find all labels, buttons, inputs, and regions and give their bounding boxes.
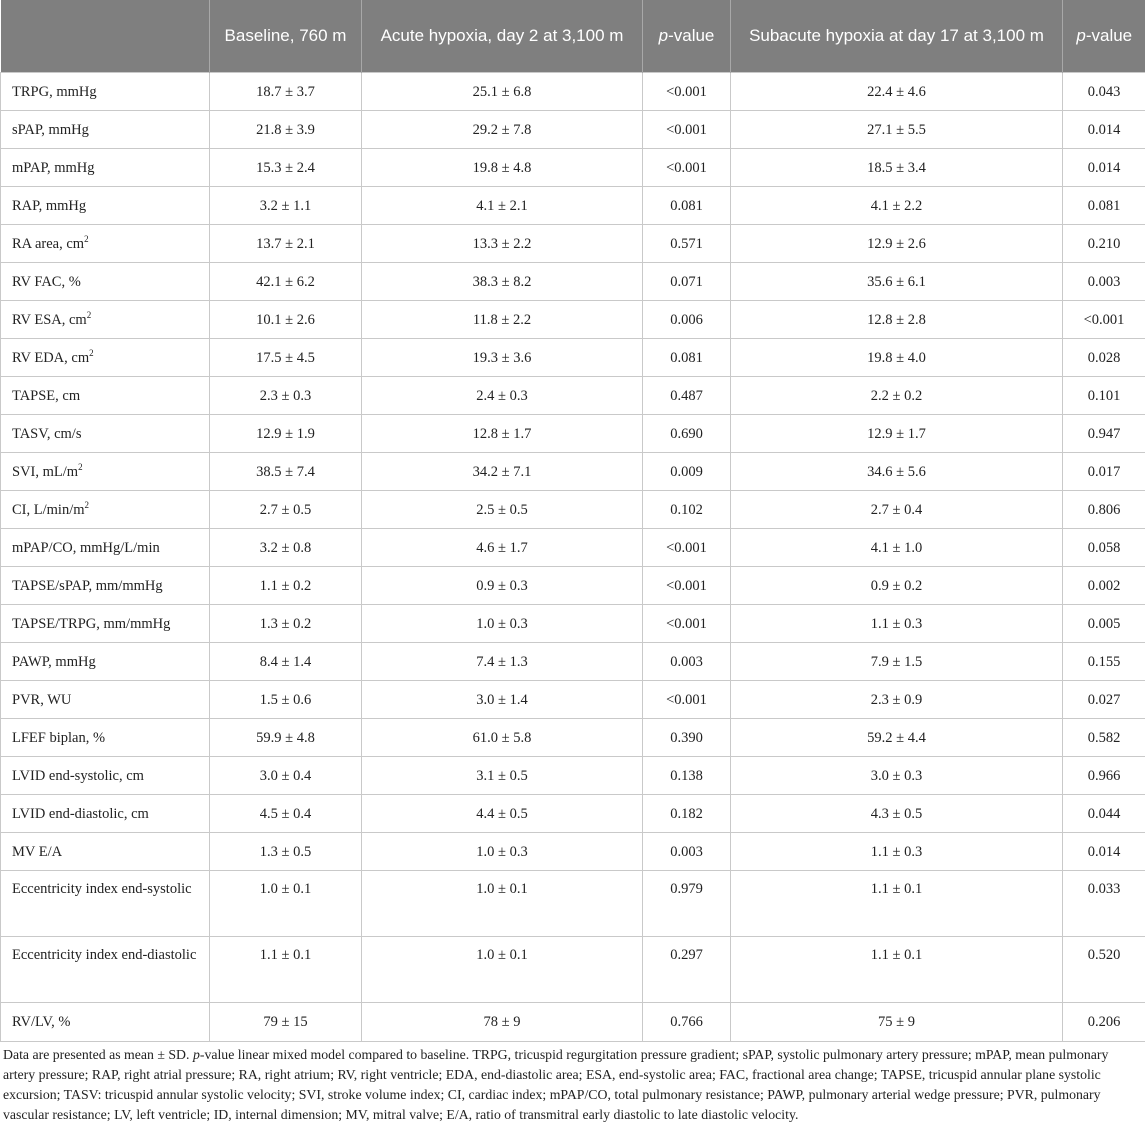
row-label-cell: RV/LV, % — [1, 1003, 210, 1042]
pvalue-subacute-cell: 0.081 — [1063, 187, 1145, 225]
acute-cell: 19.3 ± 3.6 — [362, 339, 643, 377]
table-row — [1, 567, 1145, 605]
acute-cell: 1.0 ± 0.3 — [362, 605, 643, 643]
row-label-cell: CI, $L/\min/m^2$ — [1, 491, 210, 529]
table-row — [1, 149, 1145, 187]
header-cell-label — [1, 0, 210, 73]
table-row — [1, 937, 1145, 1003]
baseline-cell: 38.5 ± 7.4 — [210, 453, 362, 491]
subacute-cell: 34.6 ± 5.6 — [731, 453, 1063, 491]
subacute-cell: 2.3 ± 0.9 — [731, 681, 1063, 719]
subacute-cell: 0.9 ± 0.2 — [731, 567, 1063, 605]
acute-cell: 2.4 ± 0.3 — [362, 377, 643, 415]
header-cell-pvalue-subacute: p-value — [1063, 0, 1145, 73]
baseline-cell: 1.0 ± 0.1 — [210, 871, 362, 937]
acute-cell: 11.8 ± 2.2 — [362, 301, 643, 339]
baseline-cell: 59.9 ± 4.8 — [210, 719, 362, 757]
acute-cell: 4.1 ± 2.1 — [362, 187, 643, 225]
subacute-cell: 27.1 ± 5.5 — [731, 111, 1063, 149]
pvalue-acute-cell: 0.390 — [643, 719, 731, 757]
pvalue-acute-cell: <0.001 — [643, 529, 731, 567]
subacute-cell: 18.5 ± 3.4 — [731, 149, 1063, 187]
subacute-cell: 59.2 ± 4.4 — [731, 719, 1063, 757]
pvalue-acute-cell: 0.006 — [643, 301, 731, 339]
row-label-cell: mPAP/CO, mmHg/L/min — [1, 529, 210, 567]
row-label-cell: RV ESA, $cm^2$ — [1, 301, 210, 339]
pvalue-acute-cell: 0.102 — [643, 491, 731, 529]
acute-cell: 1.0 ± 0.1 — [362, 937, 643, 1003]
pvalue-subacute-cell: 0.966 — [1063, 757, 1145, 795]
subacute-cell: 1.1 ± 0.3 — [731, 833, 1063, 871]
pvalue-subacute-cell: 0.155 — [1063, 643, 1145, 681]
subacute-cell: 12.8 ± 2.8 — [731, 301, 1063, 339]
acute-cell: 12.8 ± 1.7 — [362, 415, 643, 453]
pvalue-subacute-cell: 0.014 — [1063, 111, 1145, 149]
table-body — [1, 73, 1145, 1042]
pvalue-subacute-cell: 0.014 — [1063, 833, 1145, 871]
row-label-cell: LFEF biplan, % — [1, 719, 210, 757]
subacute-cell: 2.2 ± 0.2 — [731, 377, 1063, 415]
baseline-cell: 1.1 ± 0.1 — [210, 937, 362, 1003]
pvalue-acute-cell: 0.003 — [643, 833, 731, 871]
pvalue-subacute-cell: 0.520 — [1063, 937, 1145, 1003]
pvalue-subacute-cell: 0.947 — [1063, 415, 1145, 453]
baseline-cell: 10.1 ± 2.6 — [210, 301, 362, 339]
header-cell-pvalue-acute: p-value — [643, 0, 731, 73]
header-row — [1, 0, 1145, 73]
table-row — [1, 605, 1145, 643]
header-cell-acute: Acute hypoxia, day 2 at 3,100 m — [362, 0, 643, 73]
acute-cell: 38.3 ± 8.2 — [362, 263, 643, 301]
acute-cell: 0.9 ± 0.3 — [362, 567, 643, 605]
baseline-cell: 17.5 ± 4.5 — [210, 339, 362, 377]
row-label-cell: RA area, $cm^2$ — [1, 225, 210, 263]
baseline-cell: 79 ± 15 — [210, 1003, 362, 1042]
acute-cell: 4.4 ± 0.5 — [362, 795, 643, 833]
pvalue-subacute-cell: 0.014 — [1063, 149, 1145, 187]
table-row — [1, 339, 1145, 377]
row-label-cell: RV EDA, $cm^2$ — [1, 339, 210, 377]
row-label-cell: LVID end-diastolic, cm — [1, 795, 210, 833]
pvalue-subacute-cell: 0.043 — [1063, 73, 1145, 111]
baseline-cell: 1.1 ± 0.2 — [210, 567, 362, 605]
pvalue-acute-cell: 0.182 — [643, 795, 731, 833]
baseline-cell: 18.7 ± 3.7 — [210, 73, 362, 111]
pvalue-acute-cell: 0.571 — [643, 225, 731, 263]
acute-cell: 3.1 ± 0.5 — [362, 757, 643, 795]
row-label-cell: PVR, WU — [1, 681, 210, 719]
row-label-cell: TAPSE, cm — [1, 377, 210, 415]
pvalue-subacute-cell: 0.806 — [1063, 491, 1145, 529]
pvalue-subacute-cell: 0.058 — [1063, 529, 1145, 567]
subacute-cell: 35.6 ± 6.1 — [731, 263, 1063, 301]
subacute-cell: 12.9 ± 1.7 — [731, 415, 1063, 453]
pvalue-subacute-cell: 0.028 — [1063, 339, 1145, 377]
header-cell-subacute: Subacute hypoxia at day 17 at 3,100 m — [731, 0, 1063, 73]
row-label-cell: Eccentricity index end-diastolic — [1, 937, 210, 1003]
pvalue-acute-cell: 0.766 — [643, 1003, 731, 1042]
pvalue-acute-cell: <0.001 — [643, 149, 731, 187]
table-row — [1, 643, 1145, 681]
pvalue-subacute-cell: 0.003 — [1063, 263, 1145, 301]
baseline-cell: 2.3 ± 0.3 — [210, 377, 362, 415]
table-row — [1, 187, 1145, 225]
pvalue-acute-cell: 0.081 — [643, 187, 731, 225]
subacute-cell: 19.8 ± 4.0 — [731, 339, 1063, 377]
pvalue-subacute-cell: 0.002 — [1063, 567, 1145, 605]
pvalue-acute-cell: <0.001 — [643, 681, 731, 719]
row-label-cell: SVI, $mL/m^2$ — [1, 453, 210, 491]
pvalue-subacute-cell: 0.017 — [1063, 453, 1145, 491]
pvalue-subacute-cell: 0.206 — [1063, 1003, 1145, 1042]
table-row — [1, 301, 1145, 339]
pvalue-acute-cell: 0.979 — [643, 871, 731, 937]
table-row — [1, 681, 1145, 719]
row-label-cell: TAPSE/sPAP, mm/mmHg — [1, 567, 210, 605]
acute-cell: 1.0 ± 0.3 — [362, 833, 643, 871]
baseline-cell: 21.8 ± 3.9 — [210, 111, 362, 149]
baseline-cell: 8.4 ± 1.4 — [210, 643, 362, 681]
pvalue-subacute-cell: 0.005 — [1063, 605, 1145, 643]
table-row — [1, 225, 1145, 263]
acute-cell: 29.2 ± 7.8 — [362, 111, 643, 149]
acute-cell: 34.2 ± 7.1 — [362, 453, 643, 491]
row-label-cell: MV E/A — [1, 833, 210, 871]
subacute-cell: 7.9 ± 1.5 — [731, 643, 1063, 681]
pvalue-subacute-cell: <0.001 — [1063, 301, 1145, 339]
table-row — [1, 453, 1145, 491]
baseline-cell: 42.1 ± 6.2 — [210, 263, 362, 301]
pvalue-acute-cell: 0.297 — [643, 937, 731, 1003]
pvalue-acute-cell: 0.009 — [643, 453, 731, 491]
table-row — [1, 377, 1145, 415]
table-row — [1, 833, 1145, 871]
subacute-cell: 12.9 ± 2.6 — [731, 225, 1063, 263]
subacute-cell: 2.7 ± 0.4 — [731, 491, 1063, 529]
row-label-cell: sPAP, mmHg — [1, 111, 210, 149]
row-label-cell: TAPSE/TRPG, mm/mmHg — [1, 605, 210, 643]
table-row — [1, 415, 1145, 453]
table-footnote: Data are presented as mean ± SD. p-value linear mixed model compared to baseline. TRPG, tricuspid regurgitation pressure gradient; sPAP, systolic pulmonary artery pressure; mPAP, mean pulmonary artery pressure; RAP, right atrial pressure; RA, right atrium; RV, right ventricle; EDA, end-diastolic area; ESA, end-systolic area; FAC, fractional area change; TAPSE, tricuspid annular plane systolic excursion; TASV: tricuspid annular systolic velocity; SVI, stroke volume index; CI, cardiac index; mPAP/CO, total pulmonary resistance; PAWP, pulmonary arterial wedge pressure; PVR, pulmonary vascular resistance; LV, left ventricle; ID, internal dimension; MV, mitral valve; E/A, ratio of transmitral early diastolic to late diastolic velocity. — [0, 1042, 1145, 1125]
baseline-cell: 15.3 ± 2.4 — [210, 149, 362, 187]
subacute-cell: 4.1 ± 2.2 — [731, 187, 1063, 225]
subacute-cell: 4.1 ± 1.0 — [731, 529, 1063, 567]
acute-cell: 19.8 ± 4.8 — [362, 149, 643, 187]
pvalue-acute-cell: 0.003 — [643, 643, 731, 681]
row-label-cell: TRPG, mmHg — [1, 73, 210, 111]
table-row — [1, 491, 1145, 529]
acute-cell: 7.4 ± 1.3 — [362, 643, 643, 681]
table-row — [1, 795, 1145, 833]
pvalue-acute-cell: <0.001 — [643, 567, 731, 605]
baseline-cell: 1.5 ± 0.6 — [210, 681, 362, 719]
pvalue-subacute-cell: 0.210 — [1063, 225, 1145, 263]
subacute-cell: 22.4 ± 4.6 — [731, 73, 1063, 111]
acute-cell: 2.5 ± 0.5 — [362, 491, 643, 529]
pvalue-subacute-cell: 0.033 — [1063, 871, 1145, 937]
baseline-cell: 13.7 ± 2.1 — [210, 225, 362, 263]
baseline-cell: 1.3 ± 0.5 — [210, 833, 362, 871]
acute-cell: 25.1 ± 6.8 — [362, 73, 643, 111]
pvalue-subacute-cell: 0.027 — [1063, 681, 1145, 719]
table-row — [1, 871, 1145, 937]
row-label-cell: Eccentricity index end-systolic — [1, 871, 210, 937]
pvalue-acute-cell: <0.001 — [643, 605, 731, 643]
table-row — [1, 719, 1145, 757]
table-row — [1, 111, 1145, 149]
subacute-cell: 75 ± 9 — [731, 1003, 1063, 1042]
table-row — [1, 73, 1145, 111]
baseline-cell: 4.5 ± 0.4 — [210, 795, 362, 833]
baseline-cell: 2.7 ± 0.5 — [210, 491, 362, 529]
pvalue-subacute-cell: 0.101 — [1063, 377, 1145, 415]
table-row — [1, 529, 1145, 567]
acute-cell: 1.0 ± 0.1 — [362, 871, 643, 937]
baseline-cell: 12.9 ± 1.9 — [210, 415, 362, 453]
baseline-cell: 1.3 ± 0.2 — [210, 605, 362, 643]
row-label-cell: RV FAC, % — [1, 263, 210, 301]
table-row — [1, 263, 1145, 301]
table-row — [1, 757, 1145, 795]
row-label-cell: mPAP, mmHg — [1, 149, 210, 187]
header-cell-baseline: Baseline, 760 m — [210, 0, 362, 73]
baseline-cell: 3.0 ± 0.4 — [210, 757, 362, 795]
subacute-cell: 4.3 ± 0.5 — [731, 795, 1063, 833]
baseline-cell: 3.2 ± 0.8 — [210, 529, 362, 567]
table-row — [1, 1003, 1145, 1042]
row-label-cell: RAP, mmHg — [1, 187, 210, 225]
subacute-cell: 3.0 ± 0.3 — [731, 757, 1063, 795]
pvalue-acute-cell: 0.487 — [643, 377, 731, 415]
acute-cell: 13.3 ± 2.2 — [362, 225, 643, 263]
pvalue-subacute-cell: 0.582 — [1063, 719, 1145, 757]
acute-cell: 3.0 ± 1.4 — [362, 681, 643, 719]
pvalue-subacute-cell: 0.044 — [1063, 795, 1145, 833]
pvalue-acute-cell: 0.081 — [643, 339, 731, 377]
row-label-cell: LVID end-systolic, cm — [1, 757, 210, 795]
pvalue-acute-cell: 0.071 — [643, 263, 731, 301]
acute-cell: 61.0 ± 5.8 — [362, 719, 643, 757]
baseline-cell: 3.2 ± 1.1 — [210, 187, 362, 225]
pvalue-acute-cell: <0.001 — [643, 111, 731, 149]
pvalue-acute-cell: 0.138 — [643, 757, 731, 795]
acute-cell: 78 ± 9 — [362, 1003, 643, 1042]
row-label-cell: PAWP, mmHg — [1, 643, 210, 681]
acute-cell: 4.6 ± 1.7 — [362, 529, 643, 567]
pvalue-acute-cell: 0.690 — [643, 415, 731, 453]
pvalue-acute-cell: <0.001 — [643, 73, 731, 111]
subacute-cell: 1.1 ± 0.1 — [731, 937, 1063, 1003]
subacute-cell: 1.1 ± 0.3 — [731, 605, 1063, 643]
subacute-cell: 1.1 ± 0.1 — [731, 871, 1063, 937]
row-label-cell: TASV, cm/s — [1, 415, 210, 453]
